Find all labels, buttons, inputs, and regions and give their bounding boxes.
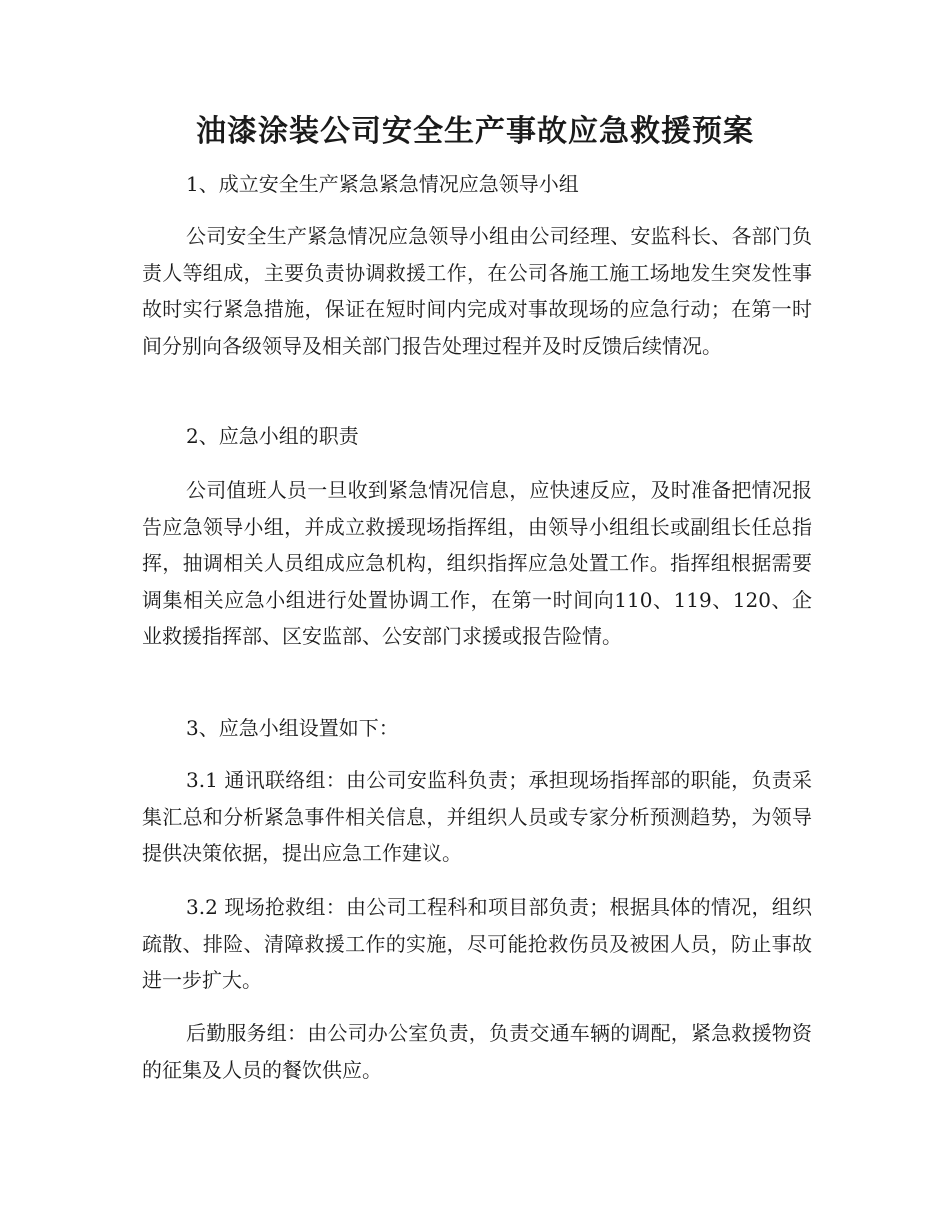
section-1-heading: 1、成立安全生产紧急紧急情况应急领导小组 bbox=[186, 172, 579, 196]
section-3-heading: 3、应急小组设置如下： bbox=[186, 716, 399, 740]
section-3-3-paragraph: 后勤服务组：由公司办公室负责，负责交通车辆的调配，紧急救援物资的征集及人员的餐饮供应。 bbox=[142, 1021, 812, 1082]
section-3-2-paragraph: 3.2 现场抢救组：由公司工程科和项目部负责；根据具体的情况，组织疏散、排险、清障救援工作的实施，尽可能抢救伤员及被困人员，防止事故进一步扩大。 bbox=[142, 895, 812, 992]
section-2-heading: 2、应急小组的职责 bbox=[186, 424, 359, 448]
section-1-body: 公司安全生产紧急情况应急领导小组由公司经理、安监科长、各部门负责人等组成，主要负责协调救援工作，在公司各施工施工场地发生突发性事故时实行紧急措施，保证在短时间内完成对事故现场的应急行动；在第一时间分别向各级领导及相关部门报告处理过程并及时反馈后续情况。 bbox=[142, 224, 812, 358]
document-title: 油漆涂装公司安全生产事故应急救援预案 bbox=[196, 114, 754, 149]
section-2-body: 公司值班人员一旦收到紧急情况信息，应快速反应，及时准备把情况报告应急领导小组，并成立救援现场指挥组，由领导小组组长或副组长任总指挥，抽调相关人员组成应急机构，组织指挥应急处置工作。指挥组根据需要调集相关应急小组进行处置协调工作，在第一时间向110、119、120、企业救援指挥部、区安监部、公安部门求援或报告险情。 bbox=[142, 478, 812, 648]
section-3-1-paragraph: 3.1 通讯联络组：由公司安监科负责；承担现场指挥部的职能，负责采集汇总和分析紧急事件相关信息，并组织人员或专家分析预测趋势，为领导提供决策依据，提出应急工作建议。 bbox=[142, 768, 812, 865]
